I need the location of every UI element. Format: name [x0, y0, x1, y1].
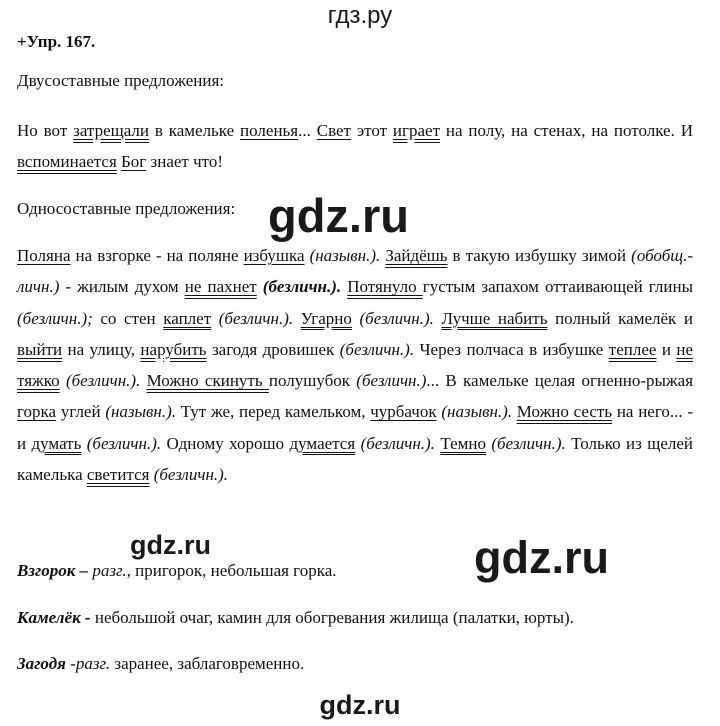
- type-note: (безличн.).: [339, 339, 415, 359]
- main-member: чурбачок: [370, 402, 437, 422]
- type-note: (безличн.).: [491, 433, 566, 453]
- type-note: (безличн.).: [360, 433, 435, 453]
- watermark-large: gdz.ru: [474, 532, 609, 583]
- subject: Бог: [121, 152, 147, 171]
- main-member: не пахнет: [184, 277, 257, 297]
- type-note: (безличн.): [356, 371, 427, 391]
- type-note: (безличн.).: [262, 277, 342, 297]
- definition-term: Камелёк -: [17, 608, 95, 627]
- type-note: (безличн.);: [17, 308, 93, 328]
- watermark-mid: gdz.ru: [268, 189, 409, 242]
- main-member: Зайдёшь: [385, 246, 448, 265]
- main-member: Угарно: [300, 308, 352, 328]
- main-member: светится: [86, 465, 150, 485]
- one-part-paragraph: Поляна на взгорке - на поляне избушка (назывн.). Зайдёшь в такую избушку зимой (обобщ.-личн.) - жилым духом не пахнет (безличн.). Потянуло густым запахом оттаивающей глины (безличн.); со стен каплет (безличн.). Угарно (безличн.). Лучше набить полный камелёк и выйти на улицу, нарубить загодя дровишек (безличн.). Через полчаса в избушке теплее и не тяжко (безличн.). Можно скинуть полушубок (безличн.)... В камельке целая огненно-рыжая горка углей (назывн.). Тут же, перед камельком, чурбачок (назывн.). Можно сесть на него... - и думать (безличн.). Одному хорошо думается (безличн.). Темно (безличн.). Только из щелей камелька светится (безличн.).: [17, 246, 694, 485]
- definition-term: Загодя: [17, 654, 71, 673]
- main-member: выйти: [17, 339, 63, 359]
- main-member: Можно сесть: [516, 402, 613, 422]
- type-note: (назывн.).: [309, 246, 381, 265]
- main-member: каплет: [163, 308, 212, 328]
- type-note: (назывн.).: [441, 402, 513, 422]
- type-note: (безличн.).: [359, 308, 434, 328]
- type-note: (безличн.).: [86, 433, 162, 453]
- definition-vzgorok: [17, 561, 693, 581]
- predicate: затрещали: [73, 121, 149, 140]
- definition-term: Взгорок –: [17, 561, 93, 580]
- predicate: играет: [392, 121, 440, 140]
- two-part-label: Двусоставные предложения:: [17, 71, 225, 90]
- definition-text: , пригорок, небольшая горка.: [126, 561, 337, 580]
- definition-text: заранее, заблаговременно.: [110, 654, 305, 673]
- main-member: Можно скинуть: [146, 371, 269, 391]
- predicate: вспоминается: [17, 152, 117, 171]
- main-member: думается: [289, 433, 356, 453]
- definition-note: разг.: [92, 561, 127, 580]
- main-member: горка: [17, 402, 57, 422]
- definition-text: небольшой очаг, камин для обогревания жилища (палатки, юрты).: [94, 608, 574, 627]
- watermark-bottom: gdz.ru: [319, 690, 401, 720]
- subject: Свет: [316, 121, 351, 140]
- one-part-label: Односоставные предложения:: [17, 199, 236, 218]
- main-member: думать: [31, 433, 82, 453]
- watermark-top: гдз.ру: [327, 2, 393, 29]
- main-member: нарубить: [140, 339, 207, 359]
- main-member: теплее: [608, 339, 657, 359]
- main-member: Потянуло: [347, 277, 423, 297]
- type-note: (обобщ.-личн.): [17, 246, 693, 297]
- definition-kamelek: [17, 608, 693, 628]
- main-member: Поляна: [17, 246, 71, 265]
- type-note: (назывн.).: [105, 402, 177, 422]
- definition-note: -разг.: [70, 654, 111, 673]
- watermark-small: gdz.ru: [130, 530, 211, 560]
- main-member: Темно: [440, 433, 486, 453]
- main-member: не тяжко: [17, 339, 693, 391]
- type-note: (безличн.).: [153, 465, 229, 485]
- type-note: (безличн.).: [65, 371, 141, 391]
- subject: поленья: [240, 121, 299, 140]
- exercise-title: +Упр. 167.: [17, 32, 96, 51]
- type-note: (безличн.).: [218, 308, 294, 328]
- two-part-paragraph: Но вот затрещали в камельке поленья... Свет этот играет на полу, на стенах, на потолке. И вспоминается Бог знает что!: [17, 121, 693, 171]
- main-member: Лучше набить: [441, 308, 548, 328]
- definition-zagodya: [17, 654, 693, 674]
- main-member: избушка: [243, 246, 305, 265]
